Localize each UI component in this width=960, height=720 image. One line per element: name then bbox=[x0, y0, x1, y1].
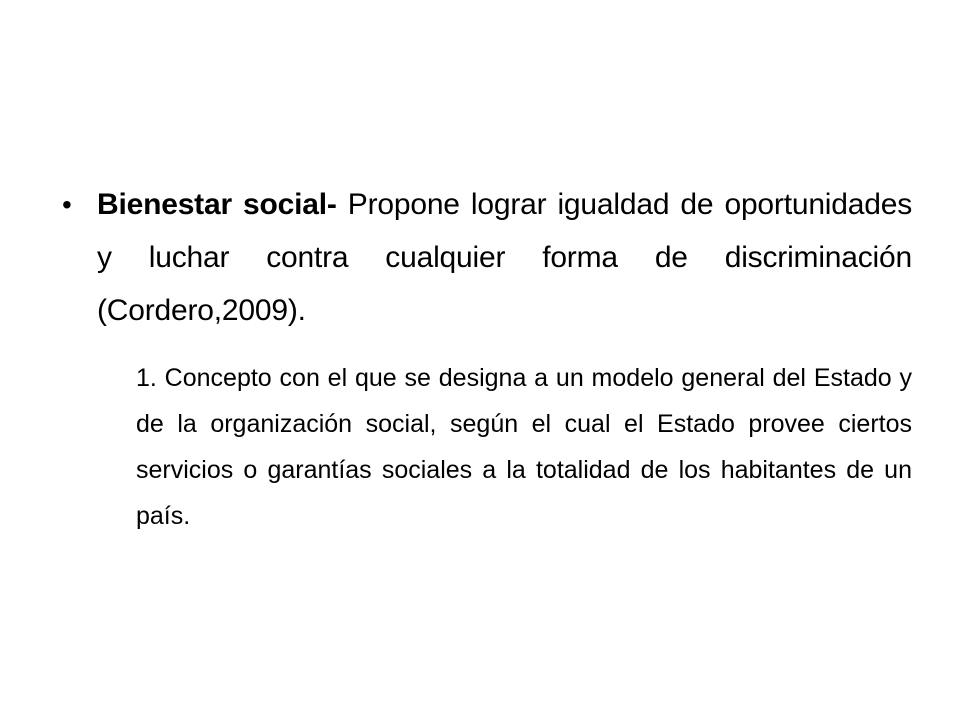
definition-paragraph: 1. Concepto con el que se designa a un modelo general del Estado y de la organización social, según el cual el Estado provee ciertos servicios o garantías sociales a la totalidad de los habitantes de un país. bbox=[136, 364, 912, 530]
bullet-term: Bienestar social- bbox=[97, 188, 337, 221]
bullet-description: Propone lograr igualdad de oportunidades y luchar contra cualquier forma de discriminación (Cordero,2009). bbox=[97, 188, 913, 327]
bullet-paragraph bbox=[97, 178, 912, 337]
slide-body bbox=[58, 178, 912, 539]
bullet-item bbox=[58, 178, 912, 337]
bullet-marker: • bbox=[62, 189, 72, 220]
